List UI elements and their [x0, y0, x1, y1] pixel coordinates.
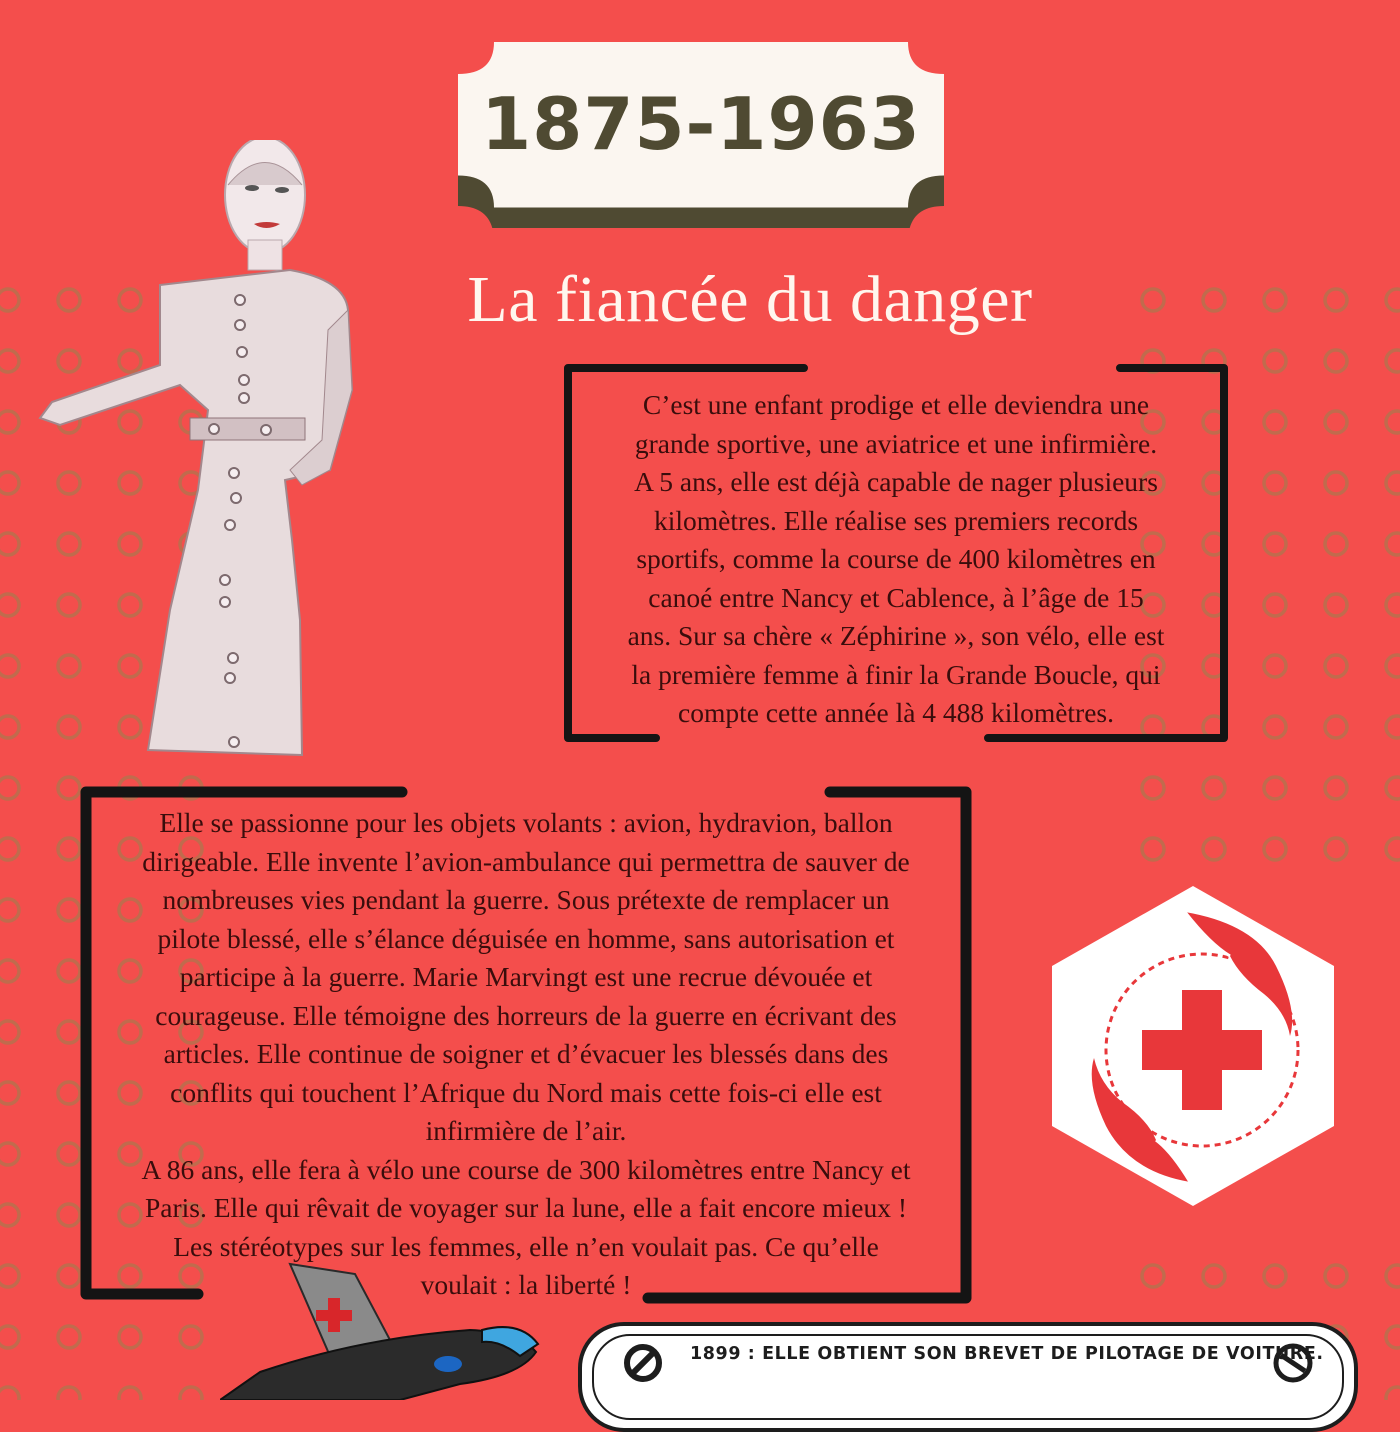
dot-ring [0, 411, 19, 433]
bio-line: conflits qui touchent l’Afrique du Nord mais cette fois-ci elle est [170, 1076, 882, 1108]
bio-line: Elle se passionne pour les objets volants : avion, hydravion, ballon [159, 807, 893, 838]
dot-ring [58, 838, 80, 860]
bio-line: pilote blessé, elle s’élance déguisée en homme, sans autorisation et [157, 922, 895, 954]
dot-ring [1386, 472, 1400, 494]
dot-ring [58, 1021, 80, 1043]
bio-line: canoé entre Nancy et Cablence, à l’âge de 15 [648, 581, 1144, 613]
page-title: La fiancée du danger [467, 263, 1033, 336]
dot-ring [1325, 594, 1347, 616]
dot-ring [0, 1021, 19, 1043]
bio-line: dirigeable. Elle invente l’avion-ambulance qui permettra de sauver de [142, 845, 910, 877]
timeline-event: 1899 : ELLE OBTIENT SON BREVET DE PILOTAGE DE VOITURE. [690, 1344, 1324, 1364]
dot-ring [1325, 411, 1347, 433]
bio-line: Les stéréotypes sur les femmes, elle n’en voulait pas. Ce qu’elle [173, 1230, 879, 1262]
dot-ring [1203, 777, 1225, 799]
dot-ring [1386, 1387, 1400, 1400]
dot-ring [1264, 411, 1286, 433]
prohibition-icon [1272, 1342, 1314, 1384]
bio-box-childhood [560, 364, 1228, 742]
dot-ring [0, 289, 19, 311]
dot-ring [1142, 289, 1164, 311]
dot-ring [1203, 838, 1225, 860]
bio-line: grande sportive, une aviatrice et une infirmière. [634, 427, 1158, 459]
dot-ring [58, 1143, 80, 1165]
dot-ring [58, 1082, 80, 1104]
dot-ring [1386, 289, 1400, 311]
bio-text-aviation [98, 804, 954, 1305]
dot-ring [0, 1326, 19, 1348]
dot-ring [119, 1326, 141, 1348]
dot-ring [119, 1387, 141, 1400]
bio-line: A 86 ans, elle fera à vélo une course de 300 kilomètres entre Nancy et [141, 1153, 911, 1185]
bio-line: compte cette année là 4 488 kilomètres. [677, 697, 1114, 728]
bio-line: articles. Elle continue de soigner et d’évacuer les blessés dans des [163, 1038, 889, 1069]
dot-ring [1142, 838, 1164, 860]
dot-ring [1264, 716, 1286, 738]
dot-ring [1325, 1265, 1347, 1287]
dot-ring [0, 594, 19, 616]
dot-ring [58, 1265, 80, 1287]
dot-ring [180, 1387, 202, 1400]
dot-ring [1325, 716, 1347, 738]
dot-ring [1264, 777, 1286, 799]
dot-ring [0, 1204, 19, 1226]
timeline-card [578, 1322, 1358, 1432]
bio-line: participe à la guerre. Marie Marvingt est une recrue dévouée et [179, 961, 873, 992]
dot-ring [0, 1082, 19, 1104]
dot-ring [1386, 533, 1400, 555]
dot-ring [0, 777, 19, 799]
bio-line: la première femme à finir la Grande Boucle, qui [631, 658, 1161, 690]
dot-ring [1325, 533, 1347, 555]
dot-ring [1386, 777, 1400, 799]
dot-ring [1386, 411, 1400, 433]
dot-ring [1325, 472, 1347, 494]
dot-ring [1325, 838, 1347, 860]
dot-ring [1386, 1326, 1400, 1348]
dot-ring [1203, 289, 1225, 311]
dot-ring [1386, 1265, 1400, 1287]
bio-line: nombreuses vies pendant la guerre. Sous prétexte de remplacer un [162, 884, 890, 915]
hands-red-cross-icon [1050, 884, 1336, 1208]
dot-ring [0, 1387, 19, 1400]
dot-ring [0, 533, 19, 555]
bio-line: Paris. Elle qui rêvait de voyager sur la lune, elle a fait encore mieux ! [144, 1192, 908, 1223]
bio-line: ans. Sur sa chère « Zéphirine », son vélo, elle est [627, 620, 1165, 651]
dot-ring [1325, 289, 1347, 311]
dot-ring [1325, 350, 1347, 372]
dot-ring [1142, 777, 1164, 799]
dot-ring [1386, 594, 1400, 616]
dot-ring [0, 1143, 19, 1165]
dot-ring [1325, 655, 1347, 677]
dot-ring [1386, 350, 1400, 372]
dot-ring [58, 1204, 80, 1226]
bio-line: kilomètres. Elle réalise ses premiers records [653, 504, 1139, 536]
dot-ring [1264, 655, 1286, 677]
bio-line: infirmière de l’air. [425, 1115, 627, 1146]
dot-ring [0, 472, 19, 494]
bio-line: voulait : la liberté ! [420, 1269, 632, 1300]
dot-ring [0, 716, 19, 738]
dot-ring [1386, 838, 1400, 860]
ambulance-plane-drawing [220, 1260, 560, 1400]
dot-ring [1264, 838, 1286, 860]
bio-line: A 5 ans, elle est déjà capable de nager plusieurs [634, 466, 1158, 497]
dot-ring [1264, 472, 1286, 494]
woman-portrait-drawing [30, 140, 390, 780]
prohibition-icon [622, 1342, 664, 1384]
years-banner [458, 42, 944, 228]
dot-ring [58, 1387, 80, 1400]
dot-ring [0, 350, 19, 372]
dot-ring [58, 777, 80, 799]
bio-line: courageuse. Elle témoigne des horreurs de la guerre en écrivant des [155, 999, 897, 1031]
dot-ring [0, 838, 19, 860]
dot-ring [1264, 1265, 1286, 1287]
dot-ring [1386, 716, 1400, 738]
dot-ring [58, 960, 80, 982]
bio-text-childhood [596, 386, 1196, 733]
dot-ring [1142, 1265, 1164, 1287]
bio-box-aviation [78, 784, 974, 1306]
dot-ring [1264, 289, 1286, 311]
dot-ring [180, 1326, 202, 1348]
bio-line: C’est une enfant prodige et elle deviendra une [642, 389, 1150, 420]
dot-ring [1264, 533, 1286, 555]
dot-ring [0, 899, 19, 921]
bio-line: sportifs, comme la course de 400 kilomètres en [636, 543, 1156, 574]
dot-ring [58, 899, 80, 921]
dot-ring [1325, 777, 1347, 799]
dot-ring [1203, 1265, 1225, 1287]
life-years: 1875-1963 [481, 82, 921, 166]
dot-ring [0, 655, 19, 677]
dot-ring [0, 1265, 19, 1287]
dot-ring [1264, 594, 1286, 616]
dot-ring [1386, 655, 1400, 677]
dot-ring [58, 1326, 80, 1348]
dot-ring [0, 960, 19, 982]
dot-ring [1264, 350, 1286, 372]
